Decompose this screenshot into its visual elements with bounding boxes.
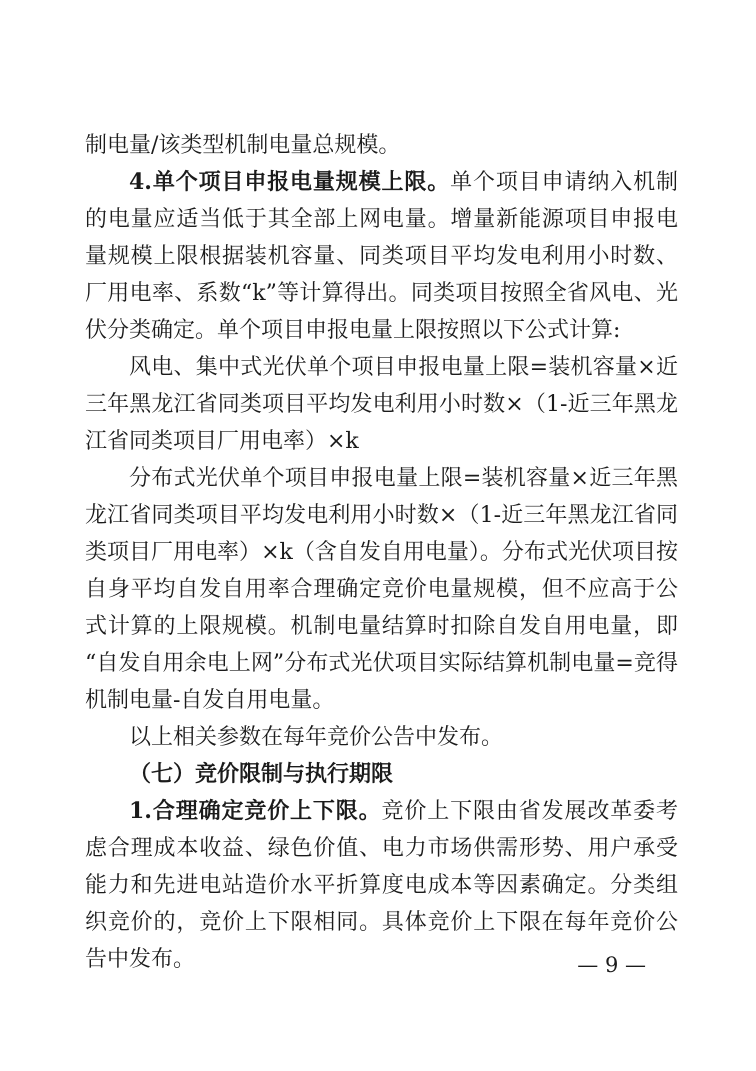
paragraph bbox=[85, 756, 678, 793]
text-run: 以上相关参数在每年竞价公告中发布。 bbox=[129, 725, 504, 750]
page-number: — 9 — bbox=[577, 953, 646, 977]
page-footer bbox=[0, 951, 646, 979]
paragraph bbox=[85, 349, 678, 460]
text-run: 风电、集中式光伏单个项目申报电量上限=装机容量×近三年黑龙江省同类项目平均发电利用小时数×（1-近三年黑龙江省同类项目厂用电率）×k bbox=[85, 355, 678, 454]
document-body bbox=[85, 127, 678, 978]
text-run: 分布式光伏单个项目申报电量上限=装机容量×近三年黑龙江省同类项目平均发电利用小时数×（1-近三年黑龙江省同类项目厂用电率）×k（含自发自用电量）。分布式光伏项目按自身平均自发自用率合理确定竞价电量规模，但不应高于公式计算的上限规模。机制电量结算时扣除自发自用电量，即“自发自用余电上网”分布式光伏项目实际结算机制电量=竞得机制电量-自发自用电量。 bbox=[85, 466, 678, 713]
paragraph bbox=[85, 460, 678, 719]
text-run: 4.单个项目申报电量规模上限。 bbox=[129, 169, 451, 195]
text-run: 制电量/该类型机制电量总规模。 bbox=[85, 133, 401, 158]
text-run: 1.合理确定竞价上下限。 bbox=[129, 798, 382, 824]
paragraph bbox=[85, 719, 678, 756]
text-run: 竞价上下限由省发展改革委考虑合理成本收益、绿色价值、电力市场供需形势、用户承受能力和先进电站造价水平折算度电成本等因素确定。分类组织竞价的，竞价上下限相同。具体竞价上下限在每年竞价公告中发布。 bbox=[85, 799, 678, 972]
paragraph bbox=[85, 127, 678, 164]
text-run: （七）竞价限制与执行期限 bbox=[129, 761, 394, 787]
text-run: 单个项目申请纳入机制的电量应适当低于其全部上网电量。增量新能源项目申报电量规模上限根据装机容量、同类项目平均发电利用小时数、厂用电率、系数“k”等计算得出。同类项目按照全省风电、光伏分类确定。单个项目申报电量上限按照以下公式计算: bbox=[85, 170, 678, 343]
paragraph bbox=[85, 164, 678, 349]
